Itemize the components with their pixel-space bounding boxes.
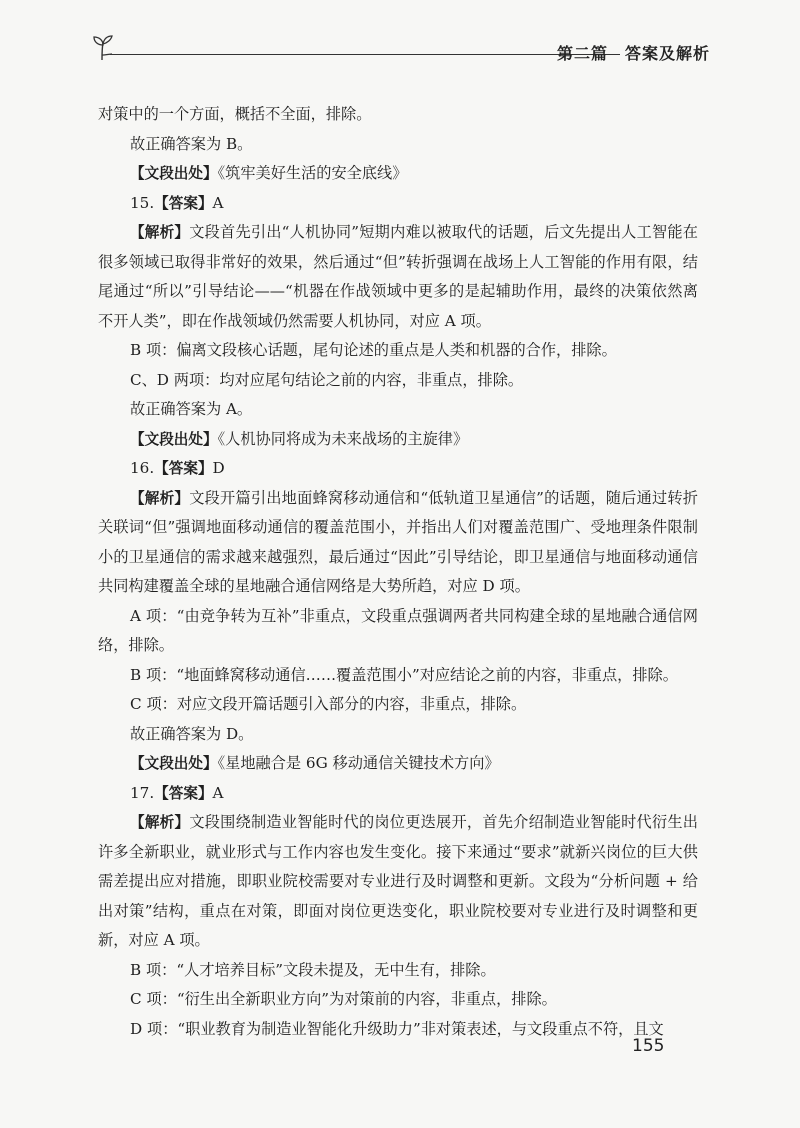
paragraph-text: B 项：“人才培养目标”文段未提及，无中生有，排除。	[130, 960, 496, 979]
header-rule	[110, 54, 620, 55]
section-tag: 【文段出处】	[130, 755, 218, 772]
section-tag: 【文段出处】	[130, 165, 218, 182]
paragraph-text: 对策中的一个方面，概括不全面，排除。	[98, 105, 372, 123]
paragraph-text: 文段围绕制造业智能时代的岗位更迭展开，首先介绍制造业智能时代衍生出许多全新职业，就业形式与工作内容也发生变化。接下来通过“要求”就新兴岗位的巨大供需差提出应对措施，即职业院校需要对专业进行及时调整和更新。文段为“分析问题 + 给出对策”结构，重点在对策，即面对岗位更迭变化，职业院校要对专业进行及时调整和更新，对应 A 项。	[98, 813, 698, 949]
paragraph-text: A 项：“由竞争转为互补”非重点，文段重点强调两者共同构建全球的星地融合通信网络，排除。	[98, 606, 698, 654]
paragraph-text: D 项：“职业教育为制造业智能化升级助力”非对策表述，与文段重点不符，且文	[130, 1019, 664, 1038]
paragraph	[98, 218, 698, 336]
paragraph	[98, 1015, 698, 1045]
section-tag: 【答案】	[154, 460, 213, 477]
sprout-icon	[88, 34, 118, 62]
section-title: 第二篇 答案及解析	[556, 44, 710, 63]
paragraph	[98, 395, 698, 425]
paragraph	[98, 336, 698, 366]
paragraph-text: A	[212, 193, 224, 212]
paragraph	[98, 602, 698, 661]
paragraph-text: C 项：“衍生出全新职业方向”为对策前的内容，非重点，排除。	[130, 990, 557, 1008]
paragraph	[98, 130, 698, 160]
question-number: 16.	[130, 459, 155, 477]
paragraph-text: 文段开篇引出地面蜂窝移动通信和“低轨道卫星通信”的话题，随后通过转折关联词“但”强调地面移动通信的覆盖范围小，并指出人们对覆盖范围广、受地理条件限制小的卫星通信的需求越来越强烈，最后通过“因此”引导结论，即卫星通信与地面移动通信共同构建覆盖全球的星地融合通信网络是大势所趋，对应 D 项。	[98, 488, 698, 595]
paragraph	[98, 100, 698, 130]
paragraph	[98, 189, 698, 219]
section-tag: 【解析】	[130, 224, 190, 241]
paragraph-text: 《人机协同将成为未来战场的主旋律》	[217, 429, 469, 448]
paragraph-text: 故正确答案为 B。	[130, 134, 253, 153]
paragraph	[98, 425, 698, 455]
paragraph-text: B 项：“地面蜂窝移动通信……覆盖范围小”对应结论之前的内容，非重点，排除。	[130, 665, 678, 684]
paragraph	[98, 690, 698, 720]
section-tag: 【解析】	[130, 814, 190, 831]
section-tag: 【答案】	[154, 784, 213, 802]
paragraph	[98, 454, 698, 484]
paragraph	[98, 808, 698, 956]
paragraph-text: B 项：偏离文段核心话题，尾句论述的重点是人类和机器的合作，排除。	[130, 341, 617, 359]
paragraph-text: 故正确答案为 D。	[130, 724, 254, 743]
page-number: 155	[632, 1036, 665, 1056]
paragraph	[98, 956, 698, 986]
paragraph-text: 文段首先引出“人机协同”短期内难以被取代的话题，后文先提出人工智能在很多领域已取得非常好的效果，然后通过“但”转折强调在战场上人工智能的作用有限，结尾通过“所以”引导结论——“机器在作战领域中更多的是起辅助作用，最终的决策依然离不开人类”，即在作战领域仍然需要人机协同，对应 A 项。	[98, 223, 698, 330]
section-tag: 【解析】	[130, 489, 190, 507]
paragraph	[98, 366, 698, 396]
running-header	[88, 34, 710, 70]
paragraph-text: 《筑牢美好生活的安全底线》	[217, 164, 408, 182]
paragraph	[98, 661, 698, 691]
question-number: 17.	[130, 783, 155, 802]
paragraph-text: C 项：对应文段开篇话题引入部分的内容，非重点，排除。	[130, 695, 527, 713]
paragraph	[98, 779, 698, 809]
answer-explanation-body	[98, 100, 698, 1044]
paragraph	[98, 484, 698, 602]
paragraph-text: 《星地融合是 6G 移动通信关键技术方向》	[217, 754, 500, 772]
paragraph-text: D	[212, 459, 225, 477]
paragraph-text: C、D 两项：均对应尾句结论之前的内容，非重点，排除。	[130, 370, 524, 389]
question-number: 15.	[130, 193, 155, 212]
section-tag: 【答案】	[154, 194, 213, 212]
paragraph	[98, 159, 698, 189]
paragraph	[98, 720, 698, 750]
section-tag: 【文段出处】	[130, 430, 218, 448]
paragraph-text: A	[212, 783, 224, 802]
paragraph	[98, 749, 698, 779]
paragraph	[98, 985, 698, 1015]
paragraph-text: 故正确答案为 A。	[130, 400, 253, 418]
